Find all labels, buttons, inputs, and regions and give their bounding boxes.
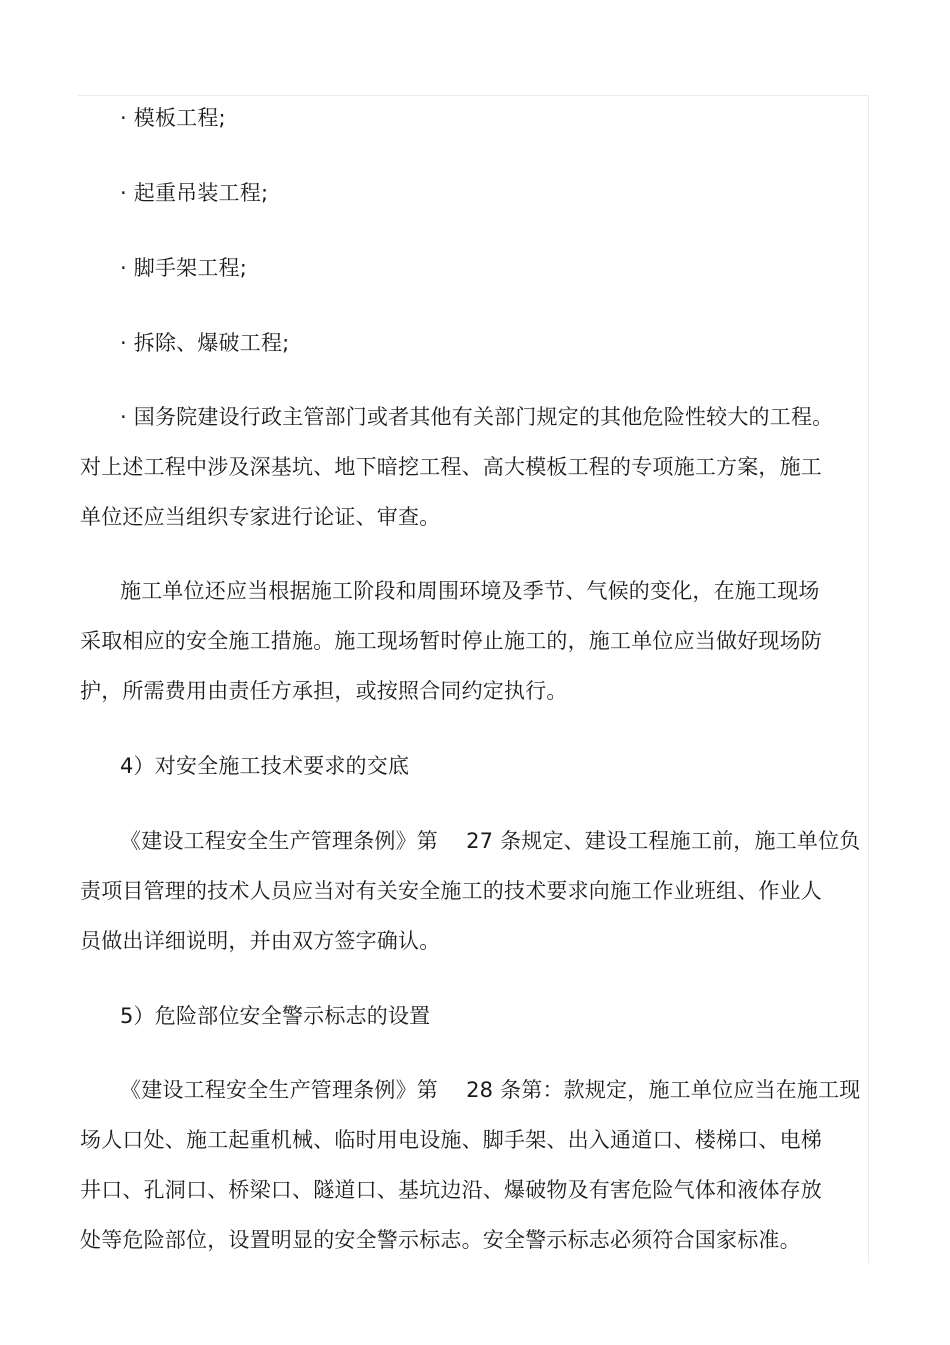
bullet-item: · 起重吊装工程;	[120, 181, 269, 205]
section-heading: 5）危险部位安全警示标志的设置	[120, 1004, 431, 1028]
paragraph-line: 护，所需费用由责任方承担，或按照合同约定执行。	[80, 679, 568, 703]
paragraph-line: 单位还应当组织专家进行论证、审查。	[80, 505, 441, 529]
paragraph-line: 员做出详细说明，并由双方签字确认。	[80, 929, 441, 953]
page-border-right	[868, 95, 869, 1263]
paragraph-line: 场人口处、施工起重机械、临时用电设施、脚手架、出入通道口、楼梯口、电梯	[80, 1128, 822, 1152]
paragraph-line: 井口、孔洞口、桥梁口、隧道口、基坑边沿、爆破物及有害危险气体和液体存放	[80, 1178, 822, 1202]
paragraph-line: 《建设工程安全生产管理条例》第 27 条规定、建设工程施工前，施工单位负	[120, 829, 861, 853]
bullet-item: · 拆除、爆破工程;	[120, 331, 290, 355]
bullet-item: · 脚手架工程;	[120, 256, 248, 280]
bullet-item: · 模板工程;	[120, 106, 226, 130]
paragraph-line: 对上述工程中涉及深基坑、地下暗挖工程、高大模板工程的专项施工方案，施工	[80, 455, 822, 479]
paragraph-line: 处等危险部位，设置明显的安全警示标志。安全警示标志必须符合国家标准。	[80, 1228, 801, 1252]
section-heading: 4）对安全施工技术要求的交底	[120, 754, 410, 778]
paragraph-line: 责项目管理的技术人员应当对有关安全施工的技术要求向施工作业班组、作业人	[80, 879, 822, 903]
page-border-top	[78, 95, 869, 96]
paragraph-line: 施工单位还应当根据施工阶段和周围环境及季节、气候的变化，在施工现场	[120, 579, 820, 603]
bullet-item: · 国务院建设行政主管部门或者其他有关部门规定的其他危险性较大的工程。	[120, 405, 834, 429]
paragraph-line: 《建设工程安全生产管理条例》第 28 条第：款规定，施工单位应当在施工现	[120, 1078, 861, 1102]
paragraph-line: 采取相应的安全施工措施。施工现场暂时停止施工的，施工单位应当做好现场防	[80, 629, 822, 653]
